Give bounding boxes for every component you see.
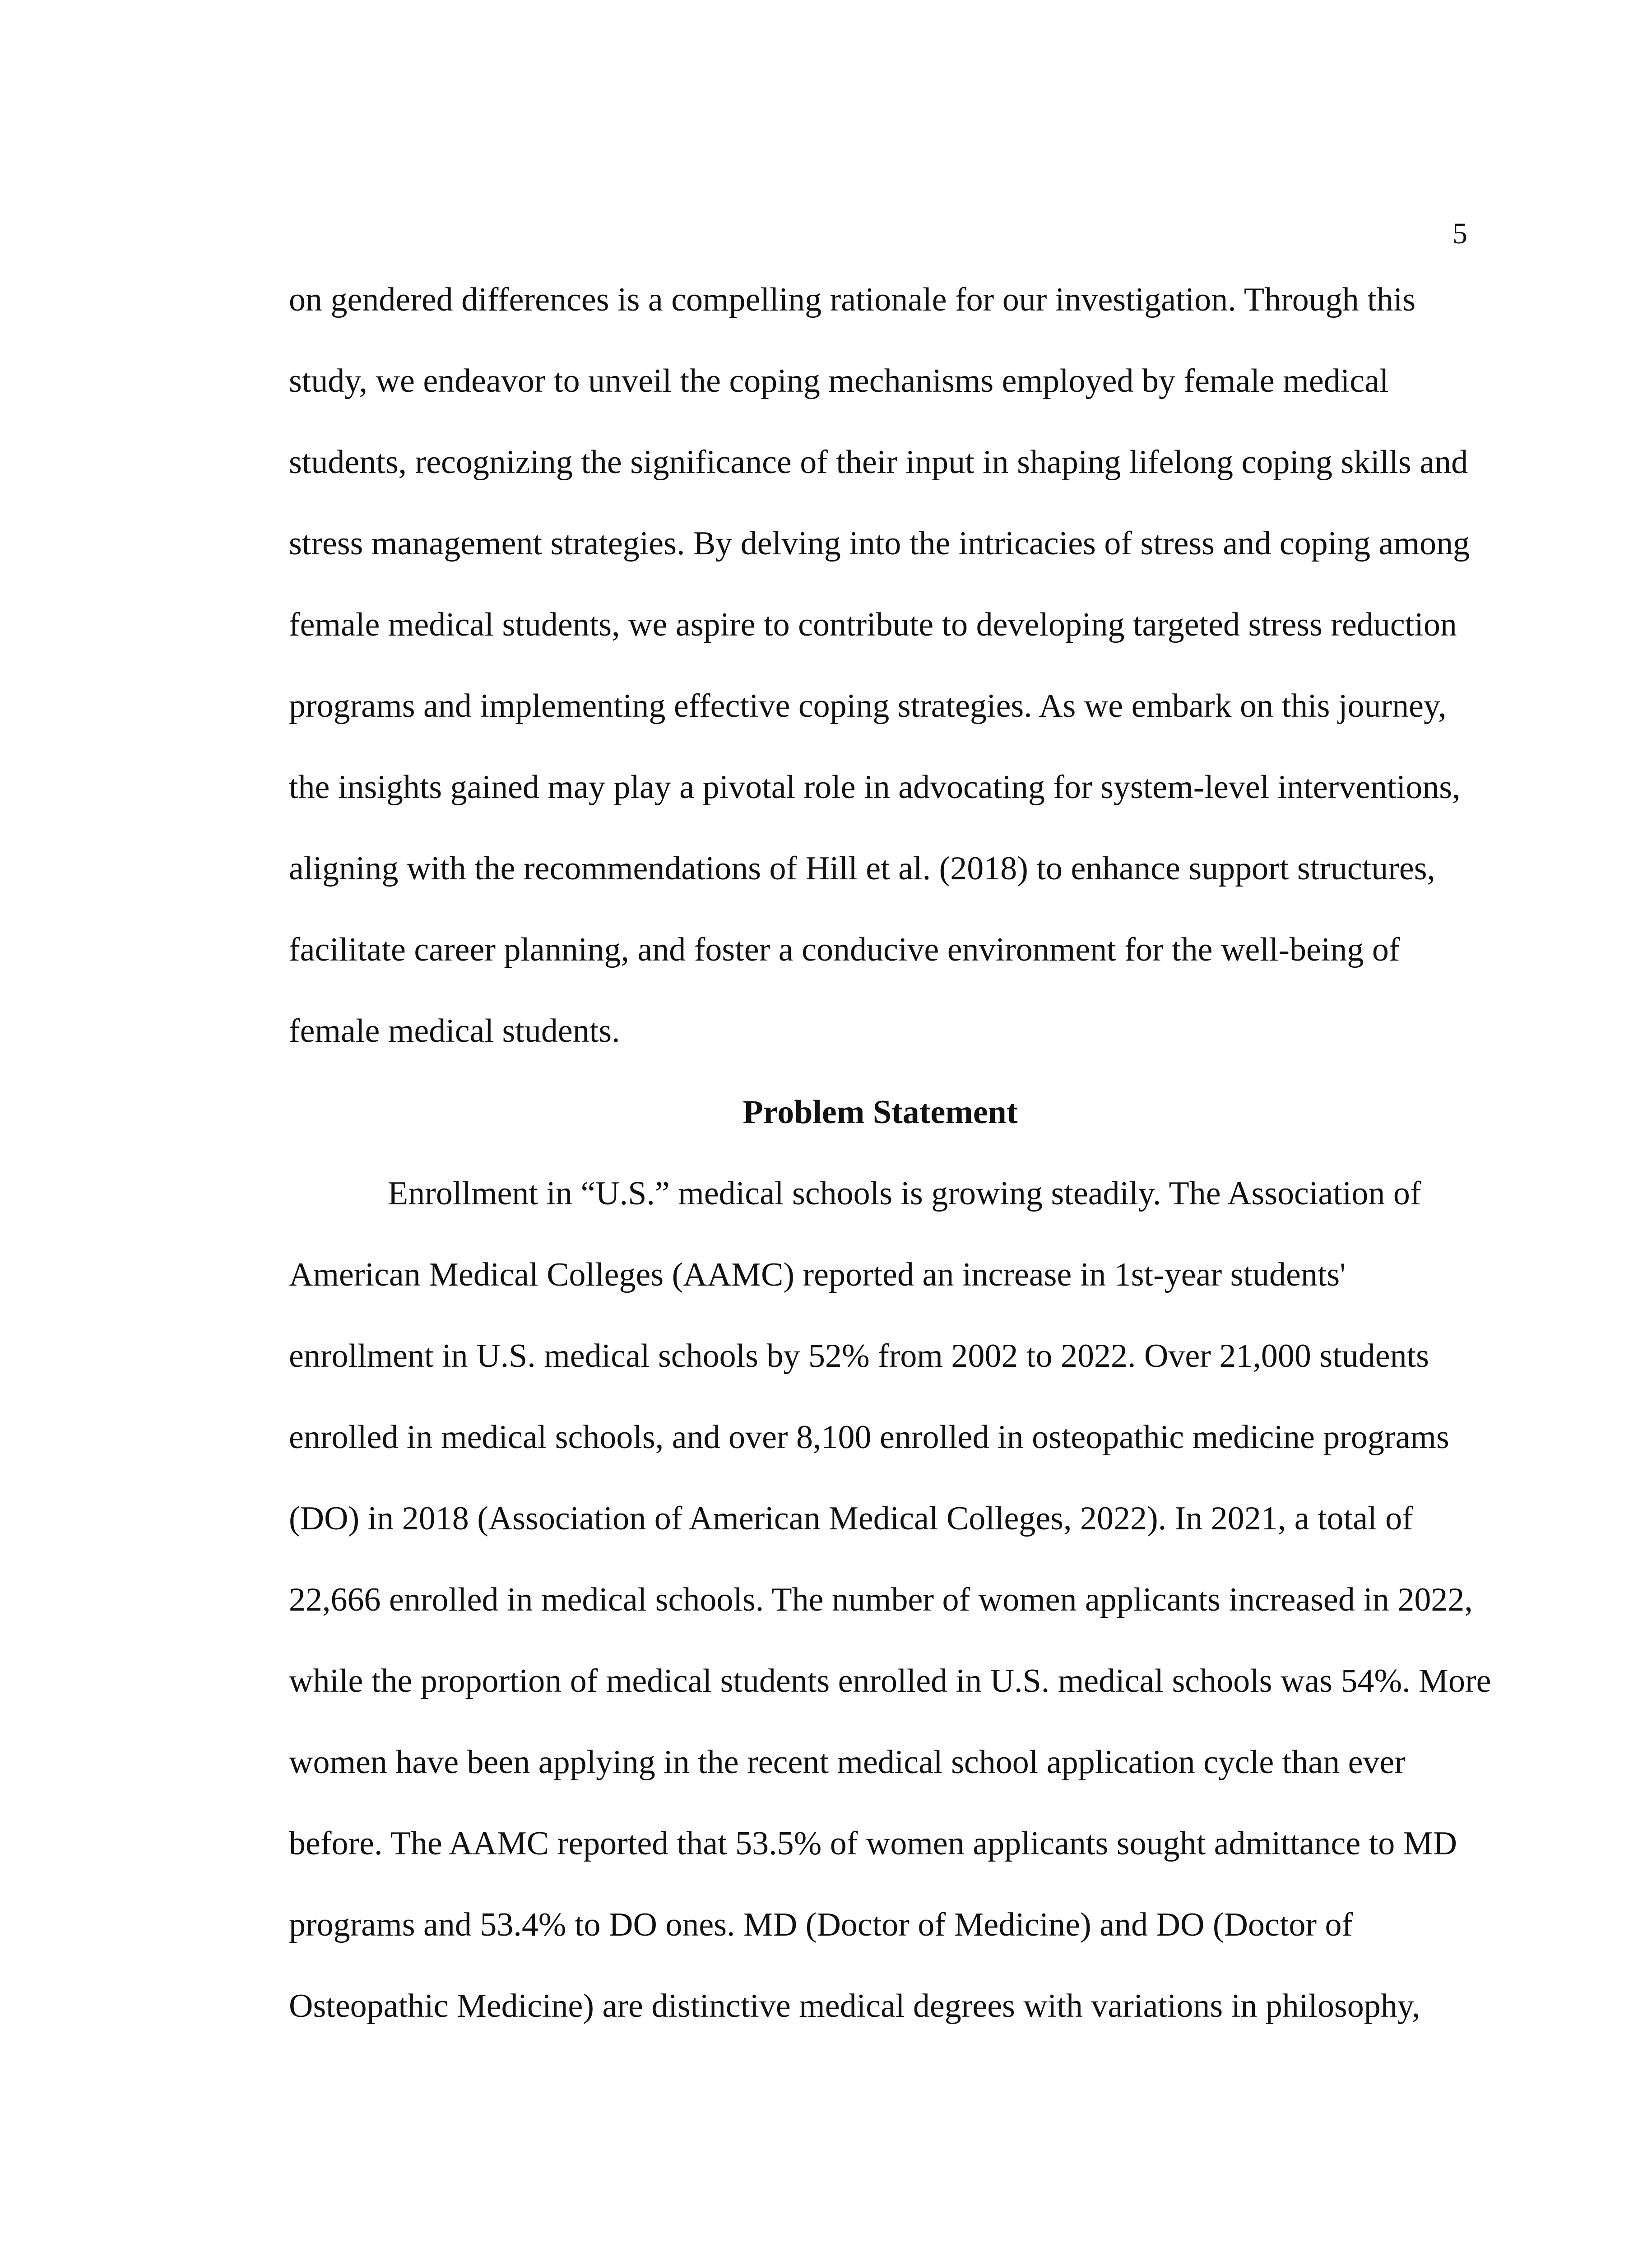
paragraph-rationale bbox=[289, 277, 1471, 1090]
text-line: Enrollment in “U.S.” medical schools is growing steadily. The Association of bbox=[388, 1175, 1421, 1212]
text-line: on gendered differences is a compelling rationale for our investigation. Through this bbox=[289, 281, 1416, 318]
text-line: the insights gained may play a pivotal role in advocating for system-level interventions, bbox=[289, 769, 1461, 806]
text-line: study, we endeavor to unveil the coping mechanisms employed by female medical bbox=[289, 362, 1389, 399]
text-line: aligning with the recommendations of Hill et al. (2018) to enhance support structures, bbox=[289, 850, 1436, 887]
text-line: (DO) in 2018 (Association of American Medical Colleges, 2022). In 2021, a total of bbox=[289, 1500, 1413, 1537]
text-line: programs and 53.4% to DO ones. MD (Doctor of Medicine) and DO (Doctor of bbox=[289, 1906, 1353, 1943]
text-line: Osteopathic Medicine) are distinctive medical degrees with variations in philosophy, bbox=[289, 1988, 1420, 2025]
text-line: enrollment in U.S. medical schools by 52% from 2002 to 2022. Over 21,000 students bbox=[289, 1337, 1429, 1375]
text-line: 22,666 enrolled in medical schools. The number of women applicants increased in 2022, bbox=[289, 1581, 1473, 1618]
text-line: facilitate career planning, and foster a conducive environment for the well-being of bbox=[289, 931, 1400, 968]
text-line: students, recognizing the significance of their input in shaping lifelong coping skills and bbox=[289, 444, 1468, 481]
text-line: American Medical Colleges (AAMC) reported an increase in 1st-year students' bbox=[289, 1256, 1346, 1293]
text-line: programs and implementing effective coping strategies. As we embark on this journey, bbox=[289, 687, 1447, 724]
paragraph-problem-statement bbox=[289, 1171, 1491, 2065]
text-line: female medical students, we aspire to contribute to developing targeted stress reduction bbox=[289, 606, 1457, 643]
text-line: enrolled in medical schools, and over 8,100 enrolled in osteopathic medicine programs bbox=[289, 1419, 1449, 1456]
text-line: while the proportion of medical students enrolled in U.S. medical schools was 54%. More bbox=[289, 1663, 1491, 1700]
text-line: before. The AAMC reported that 53.5% of women applicants sought admittance to MD bbox=[289, 1825, 1457, 1862]
body-text bbox=[289, 277, 1491, 2065]
section-heading: Problem Statement bbox=[742, 1094, 1018, 1131]
page-number: 5 bbox=[1452, 217, 1467, 250]
text-line: stress management strategies. By delving into the intricacies of stress and coping among bbox=[289, 525, 1470, 562]
text-line: women have been applying in the recent medical school application cycle than ever bbox=[289, 1744, 1406, 1781]
text-line: female medical students. bbox=[289, 1012, 620, 1050]
